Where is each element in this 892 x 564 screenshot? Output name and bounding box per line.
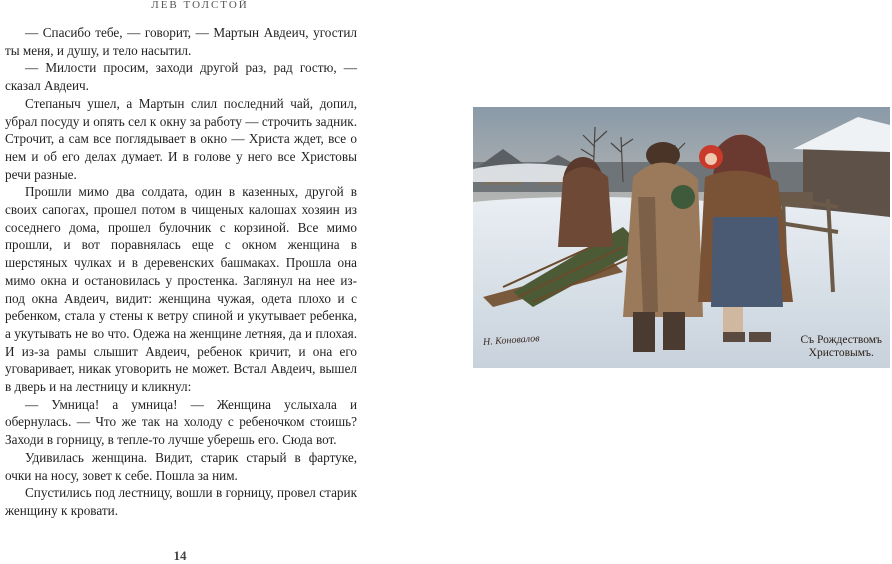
caption-line: Христовымъ. <box>808 347 874 359</box>
caption-line: Съ Рождествомъ <box>800 334 882 346</box>
paragraph: Степаныч ушел, а Мартын слил последний чай, допил, убрал посуду и опять сел к окну за работу — строчить задник. Строчит, а сам все поглядывает в окно — Христа ждет, все о нем и об его делах думает. И в голове у него все Христовы речи разные. <box>5 95 357 182</box>
paragraph: — Умница! а умница! — Женщина услыхала и обернулась. — Что же так на холоду с ребеночком стоишь? Заходи в горницу, в тепле-то лучше уберешь его. Сюда вот. <box>5 396 357 448</box>
paragraph: Спустились под лестницу, вошли в горницу, провел старик женщину к кровати. <box>5 485 357 518</box>
postcard-caption <box>801 334 883 360</box>
paragraph: — Милости просим, заходи другой раз, рад гостю, — сказал Авдеич. <box>5 60 357 94</box>
right-page <box>430 0 892 563</box>
running-head: ЛЕВ ТОЛСТОЙ <box>151 0 249 11</box>
text-column <box>5 24 357 520</box>
page-number: 14 <box>173 548 187 563</box>
christmas-postcard-illustration <box>473 107 890 368</box>
left-page <box>0 0 430 563</box>
paragraph: Удивилась женщина. Видит, старик старый в фартуке, очки на носу, зовет к себе. Пошла за ним. <box>5 449 357 483</box>
paragraph: — Спасибо тебе, — говорит, — Мартын Авдеич, угостил ты меня, и душу, и тело насытил. <box>5 25 357 58</box>
winter-scene-painting <box>473 107 890 368</box>
paragraph: Прошли мимо два солдата, один в казенных, другой в своих сапогах, прошел потом в чищеных калошах хозяин из соседнего дома, прошел булочник с корзиной. Все мимо прошли, и вот поравнялась еще с окном женщина в шерстяных чулках и в деревенских башмаках. Прошла она мимо окна и остановилась у простенка. Заглянул на нее из-под окна Авдеич, видит: женщина чужая, одета плохо и с ребенком, стала у стены к ветру спиной и укутывает ребенка, а укутывать не во что. Одежа на женщине летняя, да и плохая. И из-за рамы слышит Авдеич, ребенок кричит, и она его уговаривает, никак уговорить не может. Встал Авдеич, вышел в дверь и на лестницу и кликнул: <box>5 184 357 395</box>
artist-signature: Н. Коновалов <box>482 333 540 348</box>
